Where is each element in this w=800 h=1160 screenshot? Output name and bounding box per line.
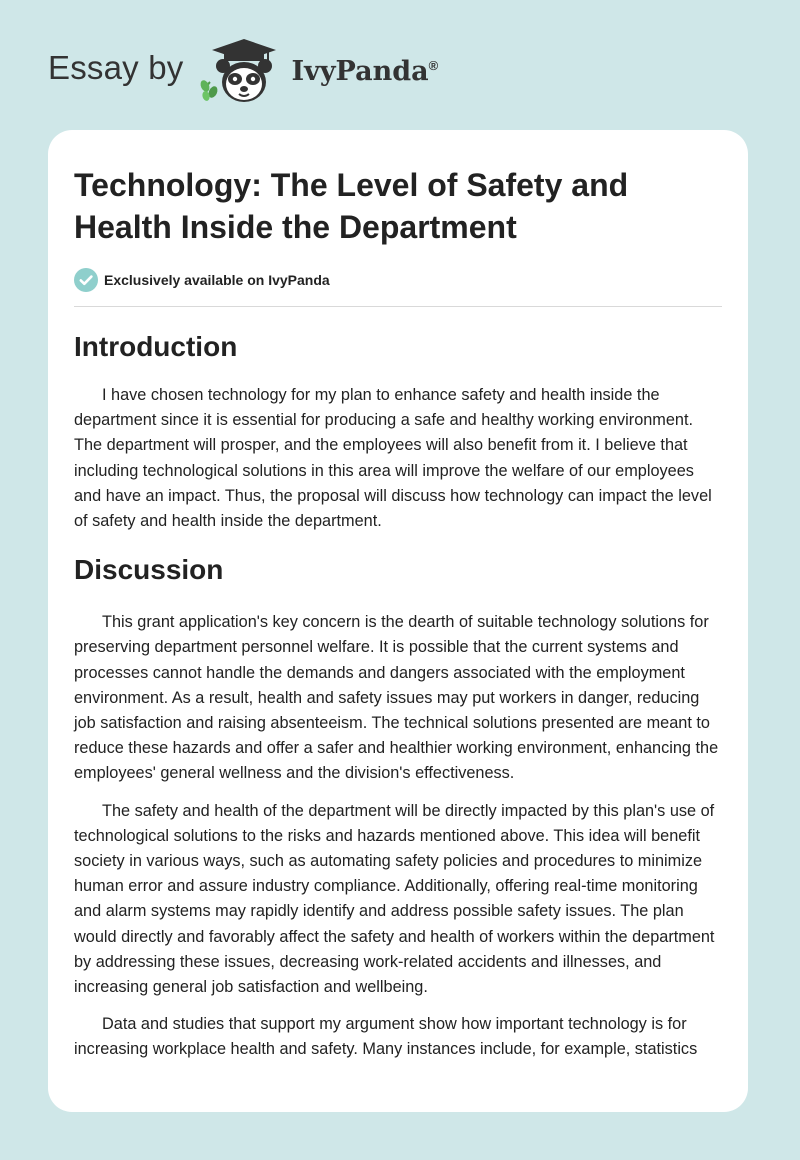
check-circle-icon — [74, 268, 98, 292]
discussion-paragraph-2: The safety and health of the department will be directly impacted by this plan's use of technological solutions to the risks and hazards mentioned above. This idea will benefit society in various ways, such as automating safety policies and procedures to minimize human error and assure industry compliance. Additionally, offering real-time monitoring and alarm systems may rapidly identify and address possible safety issues. The plan would directly and favorably affect the safety and health of workers within the department by addressing these issues, decreasing work-related accidents and illnesses, and increasing general job satisfaction and wellbeing. — [74, 801, 715, 997]
exclusive-badge-label: Exclusively available on IvyPanda — [104, 272, 330, 288]
exclusive-badge — [74, 268, 722, 292]
discussion-paragraph-3: Data and studies that support my argument show how important technology is for increasing workplace health and safety. Many instances include, for example, statistics — [74, 1015, 698, 1059]
section-heading-introduction: Introduction — [74, 331, 238, 362]
essay-card — [48, 130, 748, 1112]
brand-name[interactable]: IvyPanda® — [291, 55, 439, 87]
section-heading-discussion: Discussion — [74, 554, 224, 586]
site-header — [48, 36, 438, 108]
page-title: Technology: The Level of Safety and Health Inside the Department — [74, 167, 629, 245]
essay-by-label: Essay by — [48, 49, 184, 86]
registered-mark: ® — [428, 57, 439, 73]
introduction-paragraph: I have chosen technology for my plan to enhance safety and health inside the department since it is essential for producing a safe and healthy working environment. The department will prosper, and the employees will also benefit from it. I believe that including technological solutions in this area will improve the welfare of our employees and have an impact. Thus, the proposal will discuss how technology can impact the level of safety and health inside the department. — [74, 386, 712, 531]
title-divider — [74, 306, 722, 307]
panda-logo-icon[interactable] — [198, 36, 290, 108]
discussion-paragraph-1: This grant application's key concern is the dearth of suitable technology solutions for preserving department personnel welfare. It is possible that the current systems and processes cannot handle the demands and dangers associated with the employment environment. As a result, health and safety issues may put workers in danger, reducing job satisfaction and raising absenteeism. The technical solutions presented are meant to reduce these hazards and offer a safer and healthier working environment, enhancing the employees' general wellness and the division's effectiveness. — [74, 613, 719, 783]
